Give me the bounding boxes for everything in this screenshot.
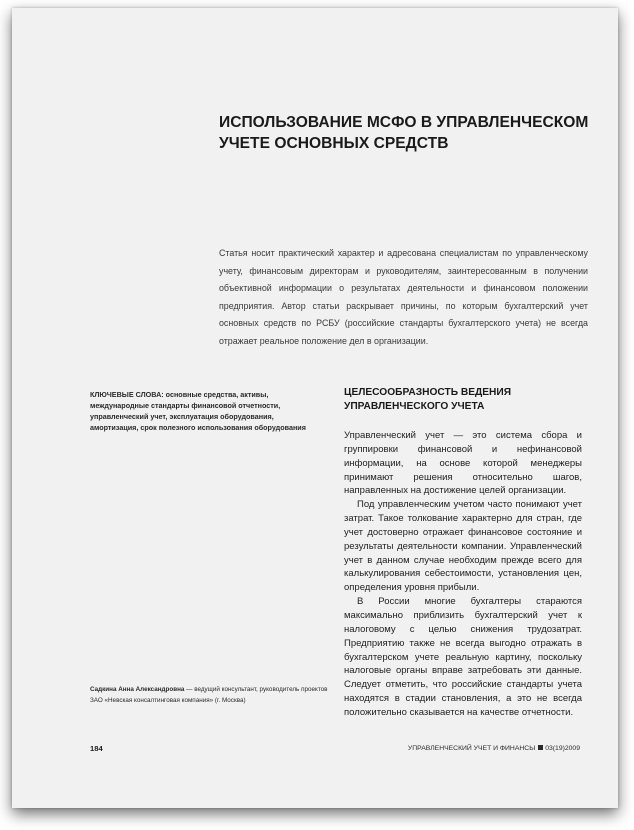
journal-name: УПРАВЛЕНЧЕСКИЙ УЧЕТ И ФИНАНСЫ <box>407 745 536 752</box>
journal-footer <box>408 745 580 752</box>
article-abstract: Статья носит практический характер и адресована специалистам по управленческому учету, финансовым директорам и руководителям, заинтересованным в получении объективной информации о результатах деятельности и финансовом положении предприятия. Автор статьи раскрывает причины, по которым бухгалтерский учет основных средств по РСБУ (российские стандарты бухгалтерского учета) не всегда отражает реальное положение дел в организации. <box>219 248 588 346</box>
section-title: ЦЕЛЕСООБРАЗНОСТЬ ВЕДЕНИЯ УПРАВЛЕНЧЕСКОГО УЧЕТА <box>344 387 512 412</box>
page-number: 184 <box>90 744 103 753</box>
journal-issue: 03(19)2009 <box>545 745 580 752</box>
article-body <box>344 429 582 720</box>
body-paragraph-2: Под управленческим учетом часто понимают учет затрат. Такое толкование характерно для стран, где учет достоверно отражает финансовое состояние и результаты деятельности компании. Управленческий учет в данном случае необходим прежде всего для калькулирования себестоимости, установления цен, определения уровня прибыли. <box>344 499 582 594</box>
journal-page <box>12 8 618 808</box>
author-name: Садкина Анна Александровна <box>90 686 185 693</box>
square-separator-icon <box>538 745 543 750</box>
author-details: — ведущий консультант, руководитель проектов ЗАО «Невская консалтинговая компания» (г. Москва) <box>90 686 328 704</box>
author-note <box>90 685 330 706</box>
body-paragraph-3: В России многие бухгалтеры стараются максимально приблизить бухгалтерский учет к налоговому с целью снижения трудозатрат. Предприятию также не всегда выгодно отражать в бухгалтерском учете реальную картину, поскольку налоговые органы вправе затребовать эти данные. Следует отметить, что российские стандарты учета находятся в стадии становления, а это не всегда положительно сказывается на качестве отчетности. <box>344 596 582 718</box>
article-title: ИСПОЛЬЗОВАНИЕ МСФО В УПРАВЛЕНЧЕСКОМ УЧЕТЕ ОСНОВНЫХ СРЕДСТВ <box>219 114 589 152</box>
body-paragraph-1: Управленческий учет — это система сбора и группировки финансовой и нефинансовой информации, на основе которой менеджеры принимают решения относительно шагов, направленных на достижение целей организации. <box>344 430 582 497</box>
keywords-block: КЛЮЧЕВЫЕ СЛОВА: основные средства, активы, международные стандарты финансовой отчетности, управленческий учет, эксплуатация оборудования, амортизация, срок полезного использования оборудования <box>90 390 306 432</box>
